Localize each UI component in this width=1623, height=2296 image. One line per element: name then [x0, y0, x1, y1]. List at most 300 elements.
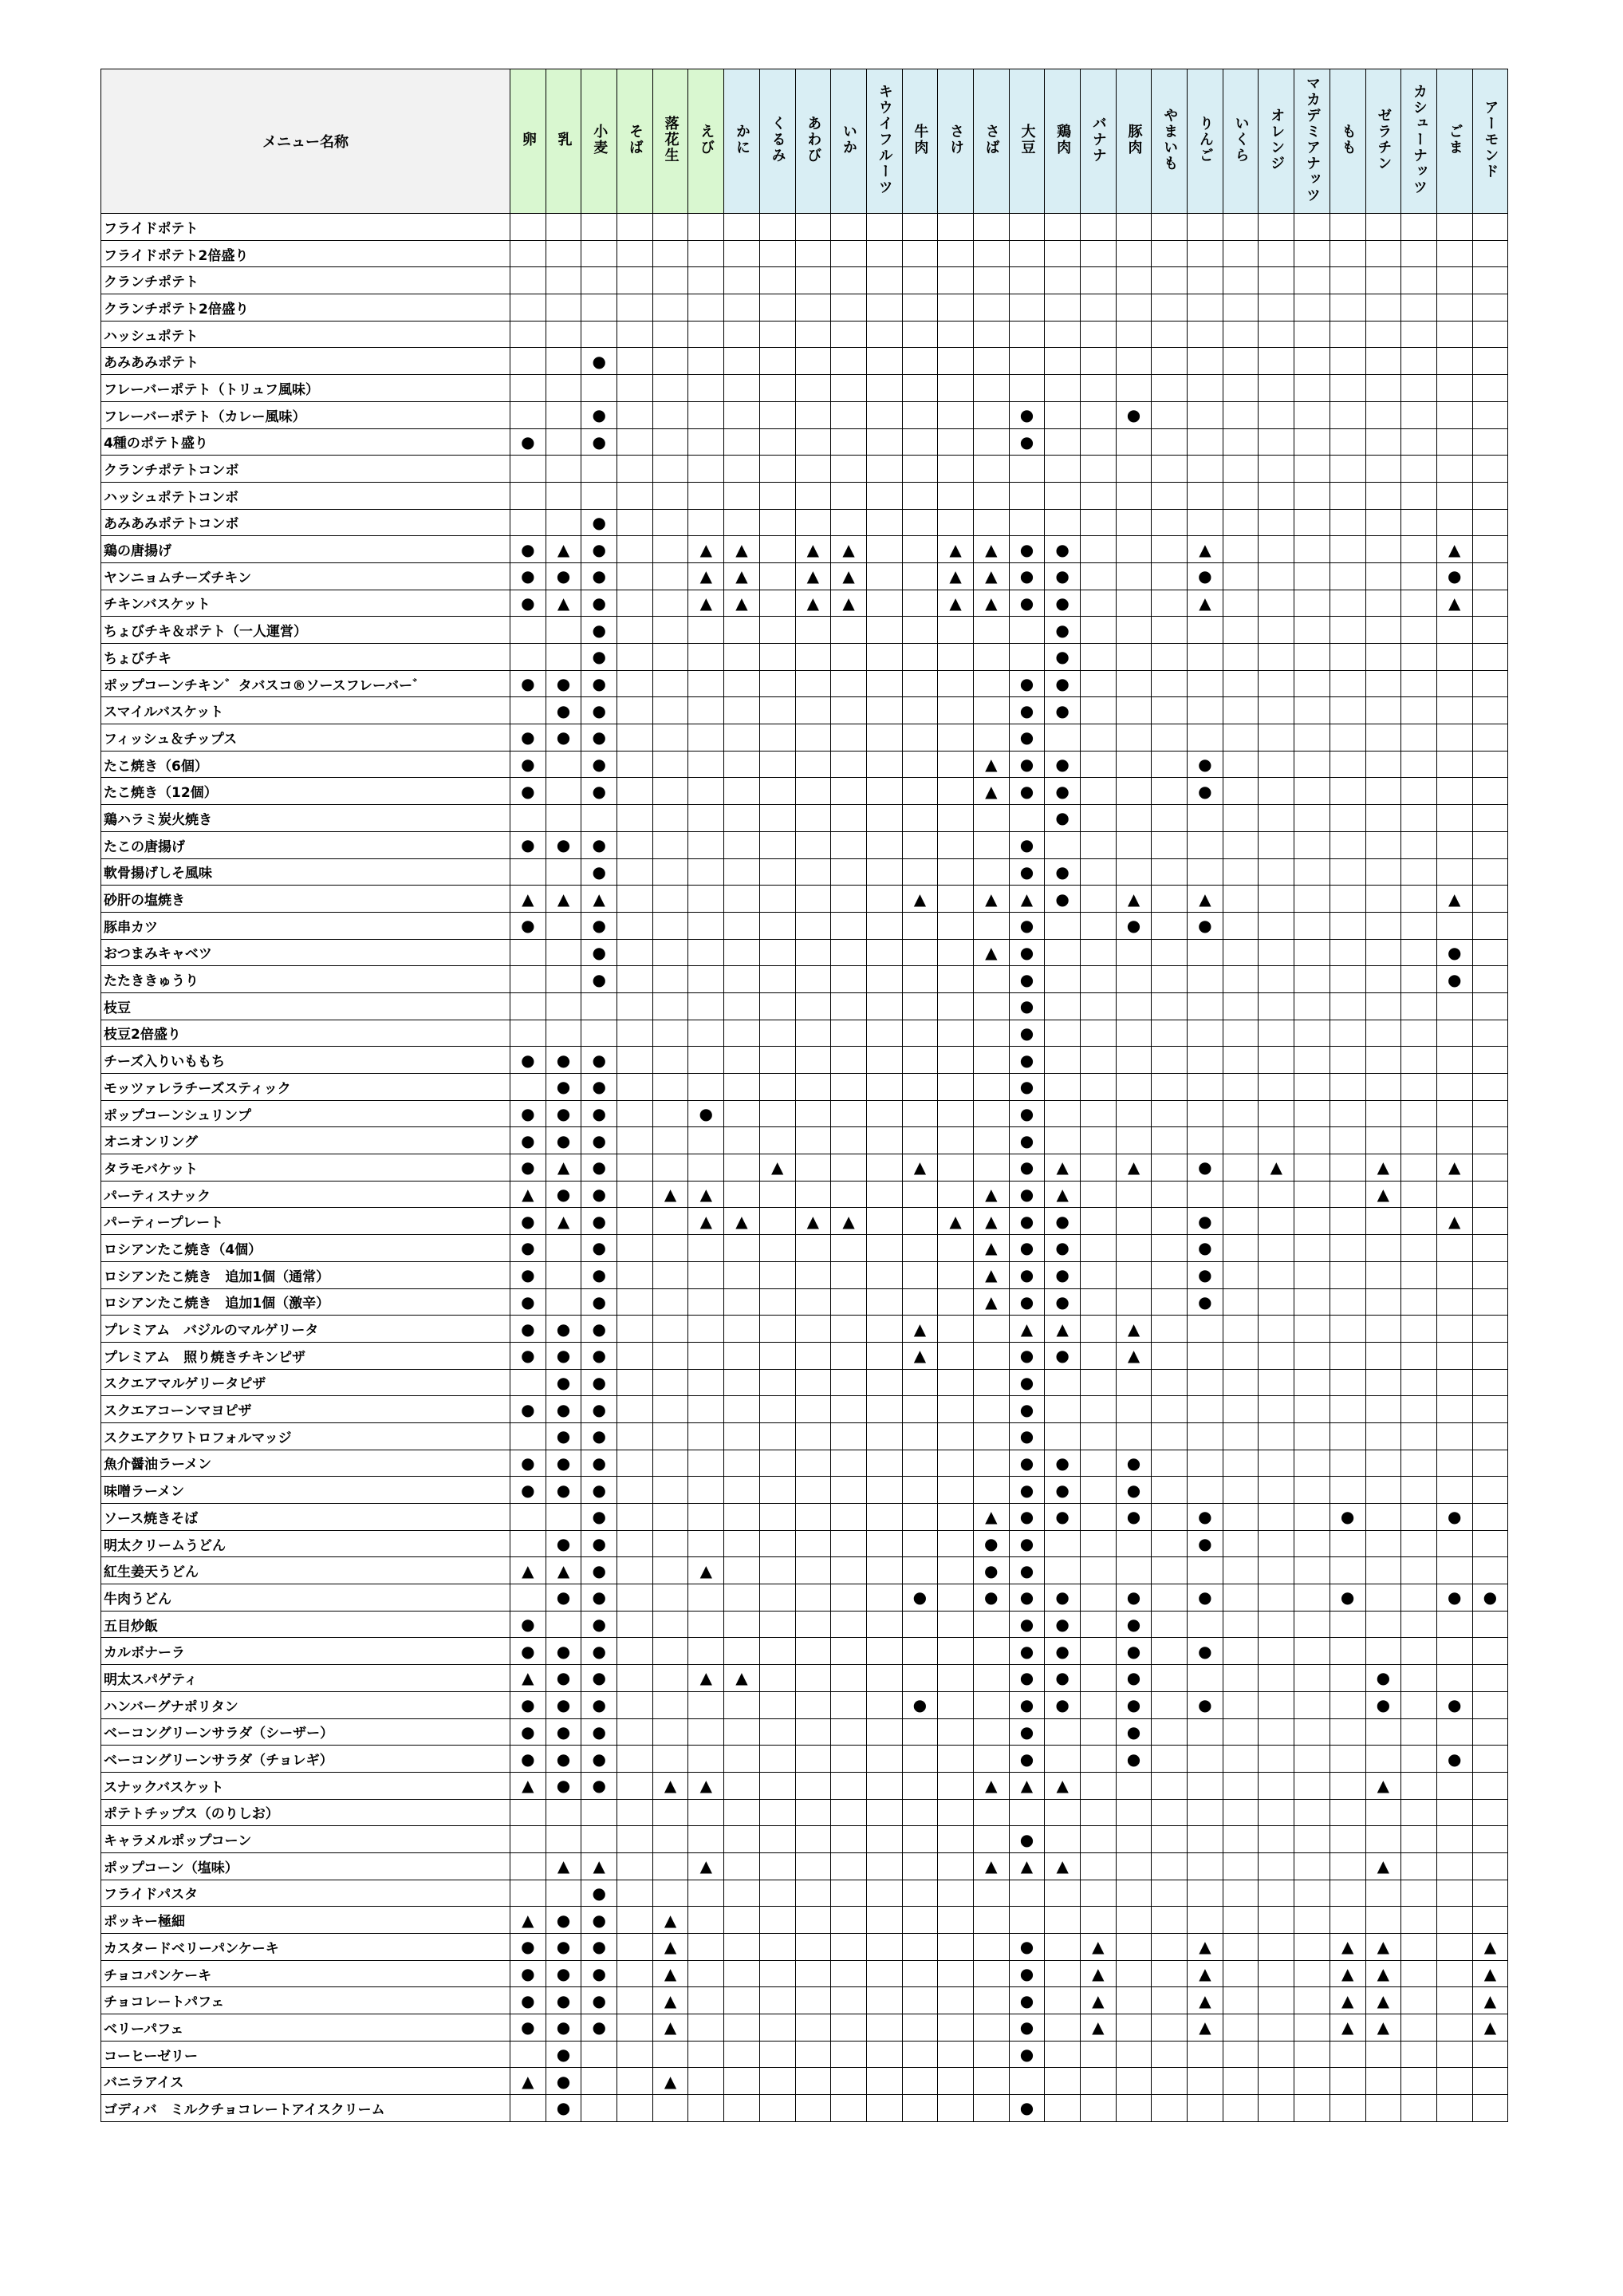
empty-cell [1330, 509, 1365, 536]
empty-cell [1152, 1316, 1188, 1343]
allergen-header [1116, 69, 1152, 214]
table-row [101, 1261, 1508, 1288]
empty-cell [1259, 2068, 1294, 2095]
empty-cell [759, 267, 795, 294]
contains-mark: ● [546, 1477, 581, 1504]
empty-cell [795, 482, 831, 509]
empty-cell [759, 1826, 795, 1853]
table-row [101, 939, 1508, 966]
trace-mark: ▲ [1116, 886, 1152, 913]
empty-cell [1294, 1611, 1330, 1638]
empty-cell [510, 321, 546, 348]
empty-cell [1188, 1907, 1223, 1934]
trace-mark: ▲ [510, 1557, 546, 1584]
contains-mark: ● [581, 1477, 617, 1504]
empty-cell [1365, 1450, 1401, 1477]
empty-cell [1223, 939, 1259, 966]
empty-cell [1401, 1907, 1437, 1934]
empty-cell [831, 267, 867, 294]
contains-mark: ● [581, 1208, 617, 1235]
empty-cell [1116, 1987, 1152, 2014]
empty-cell [1116, 1074, 1152, 1101]
empty-cell [1223, 321, 1259, 348]
empty-cell [688, 1450, 724, 1477]
empty-cell [1045, 1047, 1081, 1074]
empty-cell [1116, 1288, 1152, 1316]
empty-cell [1401, 912, 1437, 939]
empty-cell [652, 724, 688, 752]
empty-cell [1294, 1718, 1330, 1746]
empty-cell [1401, 1852, 1437, 1880]
empty-cell [1472, 697, 1508, 724]
empty-cell [866, 294, 902, 322]
empty-cell [902, 1181, 938, 1208]
trace-mark: ▲ [902, 886, 938, 913]
empty-cell [759, 831, 795, 858]
empty-cell [831, 321, 867, 348]
empty-cell [688, 375, 724, 402]
empty-cell [1045, 375, 1081, 402]
contains-mark: ● [1009, 536, 1045, 563]
empty-cell [1436, 1880, 1472, 1907]
empty-cell [1152, 267, 1188, 294]
empty-cell [866, 805, 902, 832]
empty-cell [546, 509, 581, 536]
empty-cell [1472, 939, 1508, 966]
empty-cell [617, 1100, 653, 1127]
empty-cell [1472, 1316, 1508, 1343]
empty-cell [1365, 1718, 1401, 1746]
empty-cell [617, 1665, 653, 1692]
empty-cell [1294, 1907, 1330, 1934]
empty-cell [1330, 1746, 1365, 1773]
empty-cell [617, 1369, 653, 1396]
empty-cell [1365, 1235, 1401, 1262]
empty-cell [1188, 1557, 1223, 1584]
empty-cell [759, 1477, 795, 1504]
empty-cell [1472, 375, 1508, 402]
contains-mark: ● [1009, 1020, 1045, 1047]
empty-cell [1152, 1074, 1188, 1101]
empty-cell [1294, 1691, 1330, 1718]
empty-cell [1188, 966, 1223, 993]
empty-cell [866, 348, 902, 375]
table-row [101, 509, 1508, 536]
allergen-label: 落花生 [662, 116, 680, 164]
empty-cell [938, 1127, 974, 1154]
empty-cell [1188, 831, 1223, 858]
empty-cell [902, 2068, 938, 2095]
empty-cell [795, 1154, 831, 1182]
empty-cell [1223, 1181, 1259, 1208]
allergen-header [1259, 69, 1294, 214]
empty-cell [902, 1477, 938, 1504]
empty-cell [795, 992, 831, 1020]
empty-cell [1116, 348, 1152, 375]
empty-cell [688, 401, 724, 428]
allergen-label: 牛肉 [912, 124, 929, 156]
contains-mark: ● [581, 1584, 617, 1612]
empty-cell [724, 509, 760, 536]
contains-mark: ● [546, 697, 581, 724]
trace-mark: ▲ [1045, 1154, 1081, 1182]
empty-cell [617, 1208, 653, 1235]
empty-cell [938, 724, 974, 752]
empty-cell [1472, 1477, 1508, 1504]
empty-cell [510, 240, 546, 267]
empty-cell [973, 1450, 1009, 1477]
empty-cell [617, 1288, 653, 1316]
empty-cell [938, 401, 974, 428]
empty-cell [831, 1316, 867, 1343]
empty-cell [795, 1288, 831, 1316]
empty-cell [795, 1127, 831, 1154]
contains-mark: ● [581, 1934, 617, 1961]
empty-cell [652, 1665, 688, 1692]
empty-cell [1259, 1288, 1294, 1316]
empty-cell [759, 1020, 795, 1047]
contains-mark: ● [581, 1746, 617, 1773]
menu-name-cell: カスタードベリーパンケーキ [101, 1934, 510, 1961]
empty-cell [1472, 456, 1508, 483]
empty-cell [866, 321, 902, 348]
empty-cell [724, 1342, 760, 1369]
empty-cell [652, 267, 688, 294]
trace-mark: ▲ [546, 1852, 581, 1880]
menu-name-cell: クランチポテト2倍盛り [101, 294, 510, 322]
empty-cell [1223, 1100, 1259, 1127]
empty-cell [1259, 2095, 1294, 2122]
empty-cell [1472, 321, 1508, 348]
empty-cell [866, 1611, 902, 1638]
empty-cell [902, 267, 938, 294]
menu-name-header: メニュー名称 [101, 69, 510, 214]
empty-cell [1436, 1261, 1472, 1288]
empty-cell [652, 1127, 688, 1154]
empty-cell [759, 1665, 795, 1692]
empty-cell [1365, 401, 1401, 428]
contains-mark: ● [1009, 697, 1045, 724]
empty-cell [759, 670, 795, 697]
empty-cell [724, 1316, 760, 1343]
empty-cell [724, 992, 760, 1020]
empty-cell [1436, 240, 1472, 267]
empty-cell [1152, 1934, 1188, 1961]
menu-name-cell: 牛肉うどん [101, 1584, 510, 1612]
empty-cell [510, 2095, 546, 2122]
empty-cell [1401, 1181, 1437, 1208]
empty-cell [1081, 670, 1117, 697]
header-row [101, 69, 1508, 214]
empty-cell [831, 1396, 867, 1423]
empty-cell [1152, 1691, 1188, 1718]
empty-cell [973, 1826, 1009, 1853]
empty-cell [652, 1235, 688, 1262]
empty-cell [795, 1504, 831, 1531]
empty-cell [617, 1852, 653, 1880]
empty-cell [510, 294, 546, 322]
empty-cell [1223, 1396, 1259, 1423]
empty-cell [1472, 1718, 1508, 1746]
table-row [101, 294, 1508, 322]
empty-cell [1152, 1422, 1188, 1450]
empty-cell [1223, 1746, 1259, 1773]
trace-mark: ▲ [688, 1557, 724, 1584]
contains-mark: ● [1009, 2041, 1045, 2068]
empty-cell [759, 1208, 795, 1235]
empty-cell [1223, 214, 1259, 241]
trace-mark: ▲ [1436, 1208, 1472, 1235]
empty-cell [1294, 2041, 1330, 2068]
empty-cell [1116, 482, 1152, 509]
empty-cell [1223, 2095, 1259, 2122]
empty-cell [831, 1718, 867, 1746]
empty-cell [1081, 1020, 1117, 1047]
empty-cell [1081, 1396, 1117, 1423]
empty-cell [973, 1718, 1009, 1746]
empty-cell [546, 858, 581, 886]
contains-mark: ● [510, 1261, 546, 1288]
empty-cell [652, 1288, 688, 1316]
empty-cell [1116, 1100, 1152, 1127]
empty-cell [938, 2068, 974, 2095]
contains-mark: ● [581, 2014, 617, 2042]
empty-cell [1223, 1934, 1259, 1961]
empty-cell [1365, 375, 1401, 402]
contains-mark: ● [581, 1530, 617, 1557]
menu-name-cell: 味噌ラーメン [101, 1477, 510, 1504]
empty-cell [938, 456, 974, 483]
empty-cell [724, 1422, 760, 1450]
contains-mark: ● [1009, 1396, 1045, 1423]
empty-cell [1294, 1772, 1330, 1799]
empty-cell [724, 1047, 760, 1074]
empty-cell [1152, 1127, 1188, 1154]
menu-name-cell: フレーバーポテト（トリュフ風味） [101, 375, 510, 402]
empty-cell [1188, 240, 1223, 267]
empty-cell [1472, 1772, 1508, 1799]
contains-mark: ● [1188, 912, 1223, 939]
empty-cell [1116, 2041, 1152, 2068]
empty-cell [617, 348, 653, 375]
empty-cell [1294, 1665, 1330, 1692]
empty-cell [902, 1852, 938, 1880]
empty-cell [1081, 1638, 1117, 1665]
contains-mark: ● [1009, 1181, 1045, 1208]
contains-mark: ● [1009, 939, 1045, 966]
empty-cell [724, 294, 760, 322]
empty-cell [1365, 1611, 1401, 1638]
empty-cell [652, 590, 688, 617]
empty-cell [759, 1934, 795, 1961]
empty-cell [1223, 1235, 1259, 1262]
empty-cell [1116, 1852, 1152, 1880]
empty-cell [1116, 939, 1152, 966]
empty-cell [724, 2041, 760, 2068]
contains-mark: ● [1045, 1691, 1081, 1718]
contains-mark: ● [581, 1960, 617, 1987]
empty-cell [938, 2041, 974, 2068]
empty-cell [866, 886, 902, 913]
contains-mark: ● [581, 858, 617, 886]
empty-cell [1188, 617, 1223, 644]
empty-cell [724, 482, 760, 509]
empty-cell [759, 697, 795, 724]
empty-cell [1401, 2068, 1437, 2095]
empty-cell [1081, 428, 1117, 456]
empty-cell [617, 401, 653, 428]
table-row [101, 1100, 1508, 1127]
empty-cell [1116, 1261, 1152, 1288]
empty-cell [1045, 831, 1081, 858]
empty-cell [724, 375, 760, 402]
empty-cell [1116, 428, 1152, 456]
empty-cell [1436, 1020, 1472, 1047]
empty-cell [1472, 482, 1508, 509]
empty-cell [1294, 644, 1330, 671]
empty-cell [1472, 1557, 1508, 1584]
empty-cell [617, 1799, 653, 1826]
empty-cell [866, 831, 902, 858]
table-row [101, 1181, 1508, 1208]
empty-cell [1436, 912, 1472, 939]
table-row [101, 831, 1508, 858]
empty-cell [1188, 1342, 1223, 1369]
empty-cell [510, 456, 546, 483]
empty-cell [1401, 482, 1437, 509]
empty-cell [1223, 992, 1259, 1020]
empty-cell [1259, 1880, 1294, 1907]
empty-cell [902, 1960, 938, 1987]
empty-cell [1436, 401, 1472, 428]
empty-cell [1223, 1907, 1259, 1934]
trace-mark: ▲ [1188, 590, 1223, 617]
empty-cell [1116, 617, 1152, 644]
empty-cell [1259, 1772, 1294, 1799]
empty-cell [724, 321, 760, 348]
empty-cell [652, 348, 688, 375]
empty-cell [724, 2014, 760, 2042]
empty-cell [581, 294, 617, 322]
empty-cell [1081, 456, 1117, 483]
empty-cell [1436, 1557, 1472, 1584]
trace-mark: ▲ [1188, 1934, 1223, 1961]
empty-cell [831, 1047, 867, 1074]
empty-cell [1259, 751, 1294, 778]
empty-cell [831, 1584, 867, 1612]
empty-cell [831, 939, 867, 966]
empty-cell [1152, 1880, 1188, 1907]
empty-cell [1330, 697, 1365, 724]
empty-cell [1081, 1584, 1117, 1612]
empty-cell [688, 1020, 724, 1047]
empty-cell [652, 1422, 688, 1450]
table-row [101, 912, 1508, 939]
empty-cell [1401, 858, 1437, 886]
empty-cell [1152, 562, 1188, 590]
trace-mark: ▲ [973, 886, 1009, 913]
empty-cell [1436, 428, 1472, 456]
empty-cell [1259, 858, 1294, 886]
empty-cell [1259, 1450, 1294, 1477]
contains-mark: ● [510, 1316, 546, 1343]
empty-cell [1472, 1450, 1508, 1477]
empty-cell [973, 1074, 1009, 1101]
empty-cell [831, 670, 867, 697]
empty-cell [1152, 401, 1188, 428]
empty-cell [1330, 1772, 1365, 1799]
contains-mark: ● [1188, 1584, 1223, 1612]
empty-cell [1188, 1074, 1223, 1101]
empty-cell [1294, 697, 1330, 724]
trace-mark: ▲ [510, 1907, 546, 1934]
empty-cell [1152, 724, 1188, 752]
empty-cell [724, 1288, 760, 1316]
empty-cell [510, 2041, 546, 2068]
menu-name-cell: パーティスナック [101, 1181, 510, 1208]
empty-cell [546, 321, 581, 348]
allergen-header [1436, 69, 1472, 214]
empty-cell [1330, 1342, 1365, 1369]
contains-mark: ● [510, 751, 546, 778]
contains-mark: ● [546, 1181, 581, 1208]
trace-mark: ▲ [973, 939, 1009, 966]
empty-cell [617, 670, 653, 697]
empty-cell [1365, 536, 1401, 563]
empty-cell [1223, 240, 1259, 267]
empty-cell [795, 2068, 831, 2095]
empty-cell [902, 1826, 938, 1853]
empty-cell [1401, 966, 1437, 993]
empty-cell [795, 1316, 831, 1343]
empty-cell [866, 1907, 902, 1934]
empty-cell [866, 617, 902, 644]
contains-mark: ● [1116, 1691, 1152, 1718]
empty-cell [581, 2068, 617, 2095]
empty-cell [866, 375, 902, 402]
empty-cell [688, 697, 724, 724]
empty-cell [688, 1154, 724, 1182]
contains-mark: ● [1436, 966, 1472, 993]
empty-cell [1330, 401, 1365, 428]
empty-cell [1152, 966, 1188, 993]
empty-cell [1009, 644, 1045, 671]
empty-cell [831, 482, 867, 509]
empty-cell [795, 1422, 831, 1450]
empty-cell [1152, 1369, 1188, 1396]
empty-cell [1330, 1530, 1365, 1557]
empty-cell [1081, 536, 1117, 563]
contains-mark: ● [1116, 1450, 1152, 1477]
empty-cell [866, 1047, 902, 1074]
empty-cell [1259, 1584, 1294, 1612]
empty-cell [1401, 697, 1437, 724]
menu-name-cell: スマイルバスケット [101, 697, 510, 724]
empty-cell [688, 456, 724, 483]
empty-cell [902, 1718, 938, 1746]
allergen-header [724, 69, 760, 214]
empty-cell [652, 1584, 688, 1612]
empty-cell [866, 1477, 902, 1504]
contains-mark: ● [1188, 1261, 1223, 1288]
empty-cell [973, 2095, 1009, 2122]
contains-mark: ● [581, 1450, 617, 1477]
empty-cell [1188, 939, 1223, 966]
empty-cell [617, 805, 653, 832]
empty-cell [1116, 724, 1152, 752]
empty-cell [1081, 1852, 1117, 1880]
empty-cell [1259, 1746, 1294, 1773]
